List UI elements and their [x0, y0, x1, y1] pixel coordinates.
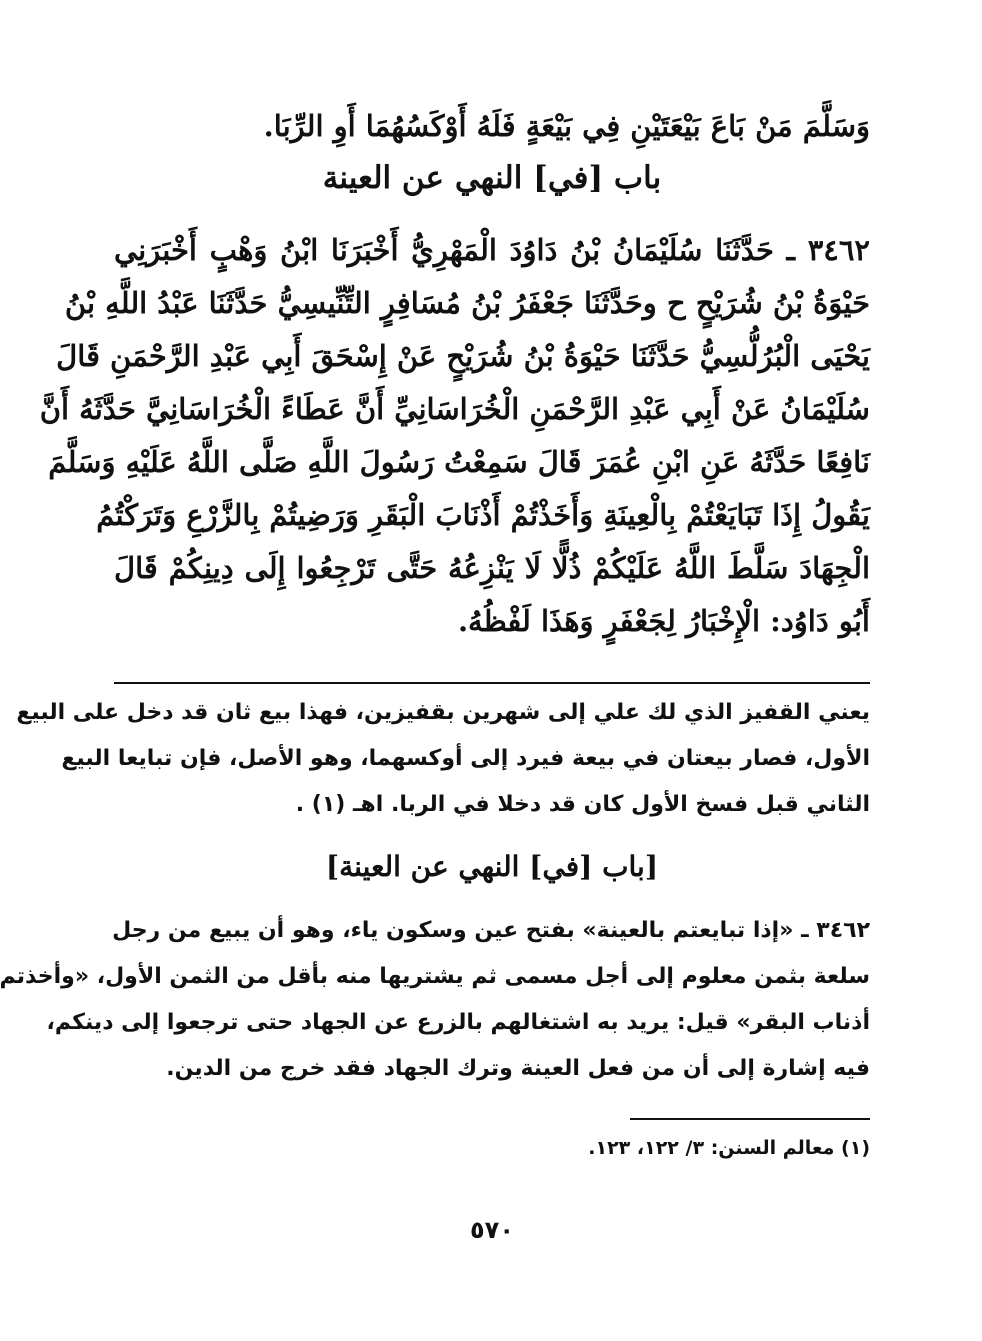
footnote-divider [630, 1118, 870, 1120]
hadith-line: الْجِهَادَ سَلَّطَ اللَّهُ عَلَيْكُمْ ذُلًّا لَا يَنْزِعُهُ حَتَّى تَرْجِعُوا إِلَى دِينِكُمْ قَالَ [114, 551, 871, 585]
hadith-line: أَبُو دَاوُد: الْإِخْبَارُ لِجَعْفَرٍ وَهَذَا لَفْظُهُ. [457, 604, 870, 638]
commentary-line: الثاني قبل فسخ الأول كان قد دخلا في الربا. اهـ (١) . [295, 792, 870, 817]
commentary-line: الأول، فصار بيعتان في بيعة فيرد إلى أوكسهما، وهو الأصل، فإن تبايعا البيع [61, 746, 870, 771]
commentary-previous [16, 690, 870, 828]
hadith-continuation-line: وَسَلَّمَ مَنْ بَاعَ بَيْعَتَيْنِ فِي بَيْعَةٍ فَلَهُ أَوْكَسُهُمَا أَوِ الرِّبَا. [263, 109, 870, 143]
commentary-heading: [باب [في] النهي عن العينة] [325, 850, 659, 883]
hadith-line: يَقُولُ إِذَا تَبَايَعْتُمْ بِالْعِينَةِ وَأَخَذْتُمْ أَذْنَابَ الْبَقَرِ وَرَضِيتُمْ بِالزَّرْعِ وَتَرَكْتُمُ [96, 498, 870, 532]
hadith-line: نَافِعًا حَدَّثَهُ عَنِ ابْنِ عُمَرَ قَالَ سَمِعْتُ رَسُولَ اللَّهِ صَلَّى اللَّهُ عَلَيْهِ وَسَلَّمَ [48, 445, 870, 479]
commentary-line: فيه إشارة إلى أن من فعل العينة وترك الجهاد فقد خرج من الدين. [166, 1056, 870, 1081]
section-divider [114, 682, 870, 684]
commentary-line: يعني القفيز الذي لك علي إلى شهرين بقفيزين، فهذا بيع ثان قد دخل على البيع [16, 700, 870, 725]
hadith-text [39, 224, 871, 648]
chapter-heading: باب [في] النهي عن العينة [322, 160, 662, 196]
commentary-line: ٣٤٦٢ ـ «إذا تبايعتم بالعينة» بفتح عين وسكون ياء، وهو أن يبيع من رجل [112, 918, 870, 943]
hadith-line: حَيْوَةُ بْنُ شُرَيْحٍ ح وحَدَّثَنَا جَعْفَرُ بْنُ مُسَافِرٍ التِّنِّيسِيُّ حَدَّثَنَا عَبْدُ اللَّهِ بْنُ [64, 286, 870, 320]
hadith-line: يَحْيَى الْبُرُلُّسِيُّ حَدَّثَنَا حَيْوَةُ بْنُ شُرَيْحٍ عَنْ إِسْحَقَ أَبِي عَبْدِ الرَّحْمَنِ قَالَ [56, 339, 870, 373]
page-number: ٥٧٠ [470, 1216, 514, 1244]
commentary-line: أذناب البقر» قيل: يريد به اشتغالهم بالزرع عن الجهاد حتى ترجعوا إلى دينكم، [46, 1010, 870, 1035]
commentary-current [0, 908, 870, 1092]
hadith-line: سُلَيْمَانُ عَنْ أَبِي عَبْدِ الرَّحْمَنِ الْخُرَاسَانِيِّ أَنَّ عَطَاءً الْخُرَاسَانِيَّ حَدَّثَهُ أَنَّ [39, 392, 870, 426]
hadith-continuation [114, 100, 870, 153]
commentary-line: سلعة بثمن معلوم إلى أجل مسمى ثم يشتريها منه بأقل من الثمن الأول، «وأخذتم [0, 964, 870, 989]
hadith-line: ٣٤٦٢ ـ حَدَّثَنَا سُلَيْمَانُ بْنُ دَاوُدَ الْمَهْرِيُّ أَخْبَرَنَا ابْنُ وَهْبٍ أَخْبَرَنِي [114, 233, 870, 267]
footnote: (١) معالم السنن: ٣/ ١٢٢، ١٢٣. [588, 1137, 870, 1159]
